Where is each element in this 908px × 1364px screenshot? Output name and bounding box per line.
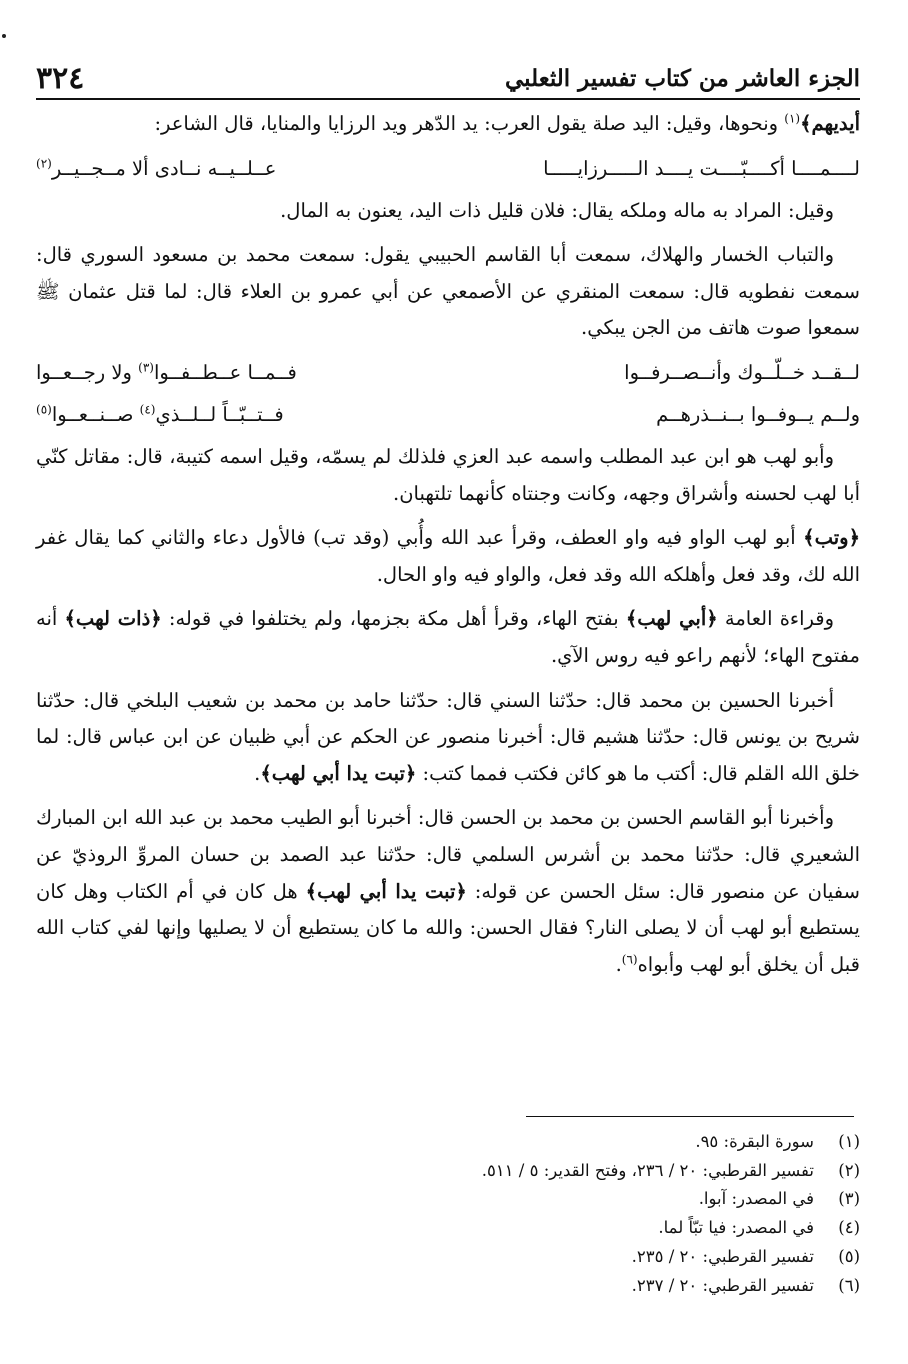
footnote-ref: (٦) [621,952,638,967]
scan-speck [2,34,6,38]
verse-text: صــنــعــوا [51,402,140,426]
footnote-number: (٥) [838,1246,860,1266]
footnote [160,1214,860,1243]
quran-quote: ﴿أبي لهب﴾ [625,607,718,631]
paragraph-5 [36,520,860,593]
footnote [160,1128,860,1157]
paragraph-text: وأخبرنا أبو القاسم الحسن بن محمد بن الحسن قال: أخبرنا أبو الطيب محمد بن عبد الله ابن المبارك الشعيري قال: حدّثنا محمد بن أشرس السلمي قال: حدّثنا عبد الصمد بن حسان المروِّ الروذيّ عن سفيان عن منصور قال: سئل الحسن عن قوله: [36,806,860,903]
footnote-number: (٤) [838,1218,860,1238]
paragraph-text: . [615,952,622,976]
quran-quote: ﴿ذات لهب﴾ [64,607,162,631]
quran-quote: أيديهم﴾ [800,112,860,135]
footnote-number: (٦) [838,1275,860,1295]
footnote [160,1185,860,1214]
footnote-ref: (١) [784,111,801,126]
footnote [160,1272,860,1301]
footnote-text: في المصدر: فيا تبّاً لما. [658,1218,814,1238]
footnotes [160,1128,860,1300]
verse-text: عــلــيــه نــادى ألا مــجــيــر [51,156,277,180]
footnote-text: تفسير القرطبي: ٢٠ / ٢٣٥. [631,1246,814,1266]
quran-quote: ﴿تبت يدا أبي لهب﴾ [260,761,417,785]
footnote-number: (٣) [838,1189,860,1209]
quran-quote: ﴿وتب﴾ [803,526,860,550]
paragraph-text: هل كان في أم الكتاب وهل كان يستطيع أبو لهب أن لا يصلى النار؟ فقال الحسن: والله ما كان يستطيع أن لا يصليها وإنها لفي كتاب الله قبل أن يخلق أبو لهب وأبواه [36,879,860,976]
main-text [36,106,860,991]
page-header [36,58,860,100]
quran-quote: ﴿تبت يدا أبي لهب﴾ [305,879,467,903]
verse-second-hemistich [36,397,415,433]
footnote [160,1243,860,1272]
page-number: ٣٢٤ [36,60,85,96]
running-title: الجزء العاشر من كتاب تفسير الثعلبي [505,64,860,92]
verse-first-hemistich: لــــمــــا أكــــبّــــت يــــد الـــــرزايـــــا [543,156,860,180]
paragraph-2: وقيل: المراد به ماله وملكه يقال: فلان قليل ذات اليد، يعنون به المال. [280,198,834,222]
footnote-ref: (٢) [36,156,52,171]
verse-line-1 [36,151,860,187]
paragraph-text: وقراءة العامة [717,607,834,631]
paragraph-4: وأبو لهب هو ابن عبد المطلب واسمه عبد العزي فلذلك لم يسمّه، وقيل اسمه كتيبة، قال: مقاتل كنّي أبا لهب لحسنه وأشراق وجهه، وكانت وجنتاه كأنهما تلتهبان. [36,444,860,505]
footnote-text: تفسير القرطبي: ٢٠ / ٢٣٦، وفتح القدير: ٥ / ٥١١. [481,1160,814,1180]
paragraph-7 [36,683,860,793]
footnote-ref: (٤) [139,402,156,417]
footnote-number: (١) [838,1132,860,1151]
footnote-separator [526,1116,854,1117]
footnote-ref: (٣) [138,360,154,375]
verse-first-hemistich: لــقــد خــلّــوك وأنــصــرفــوا [624,360,860,384]
paragraph-text: أخبرنا الحسين بن محمد قال: حدّثنا السني قال: حدّثنا حامد بن محمد بن شعيب البلخي قال: حدّثنا شريح بن يونس قال: حدّثنا هشيم قال: أخبرنا منصور عن الحكم عن أبي ظبيان عن ابن عباس قال: لما خلق الله القلم قال: أكتب ما هو كائن فكتب فمما كتب: [36,688,860,785]
paragraph-3: والتباب الخسار والهلاك، سمعت أبا القاسم الحبيبي يقول: سمعت محمد بن مسعود السوري قال: سمعت نفطويه قال: سمعت المنقري عن الأصمعي عن أبي عمرو بن العلاء قال: لما قتل عثمان ﷺ سمعوا صوت هاتف من الجن يبكي. [36,243,860,340]
verse-first-hemistich: ولــم يــوفــوا بــنــذرهــم [656,402,860,426]
paragraph-8 [36,800,860,983]
footnote-text: في المصدر: آبوا. [698,1189,814,1209]
footnote-text: تفسير القرطبي: ٢٠ / ٢٣٧. [631,1275,814,1295]
verse-line-3 [36,397,860,433]
footnote-ref: (٥) [36,402,52,417]
footnote-text: سورة البقرة: ٩٥. [695,1132,814,1151]
footnote [160,1157,860,1186]
verse-line-2 [36,355,860,391]
paragraph-text: أبو لهب الواو فيه واو العطف، وقرأ عبد الله وأُبي (وقد تب) فالأول دعاء والثاني كما يقال غفر الله لك، وقد فعل وأهلكه الله وقد فعل، والواو فيه واو الحال. [36,526,860,586]
verse-text: فــتــبّــاً لــلــذي [155,402,284,426]
paragraph-1 [36,106,860,143]
paragraph-text: أنه مفتوح الهاء؛ لأنهم راعو فيه روس الآي. [36,607,860,667]
verse-second-hemistich [36,151,415,187]
paragraph-text: بفتح الهاء، وقرأ أهل مكة بجزمها، ولم يختلفوا في قوله: [161,607,626,631]
verse-text: ولا رجــعــوا [36,360,139,384]
paragraph-text: ونحوها، وقيل: اليد صلة يقول العرب: يد الدّهر ويد الرزايا والمنايا، قال الشاعر: [154,112,785,135]
verse-text: فــمــا عــطــفــوا [153,360,297,384]
paragraph-6 [36,601,860,674]
paragraph-text: . [254,761,261,785]
footnote-number: (٢) [838,1160,860,1180]
verse-second-hemistich [36,355,415,391]
